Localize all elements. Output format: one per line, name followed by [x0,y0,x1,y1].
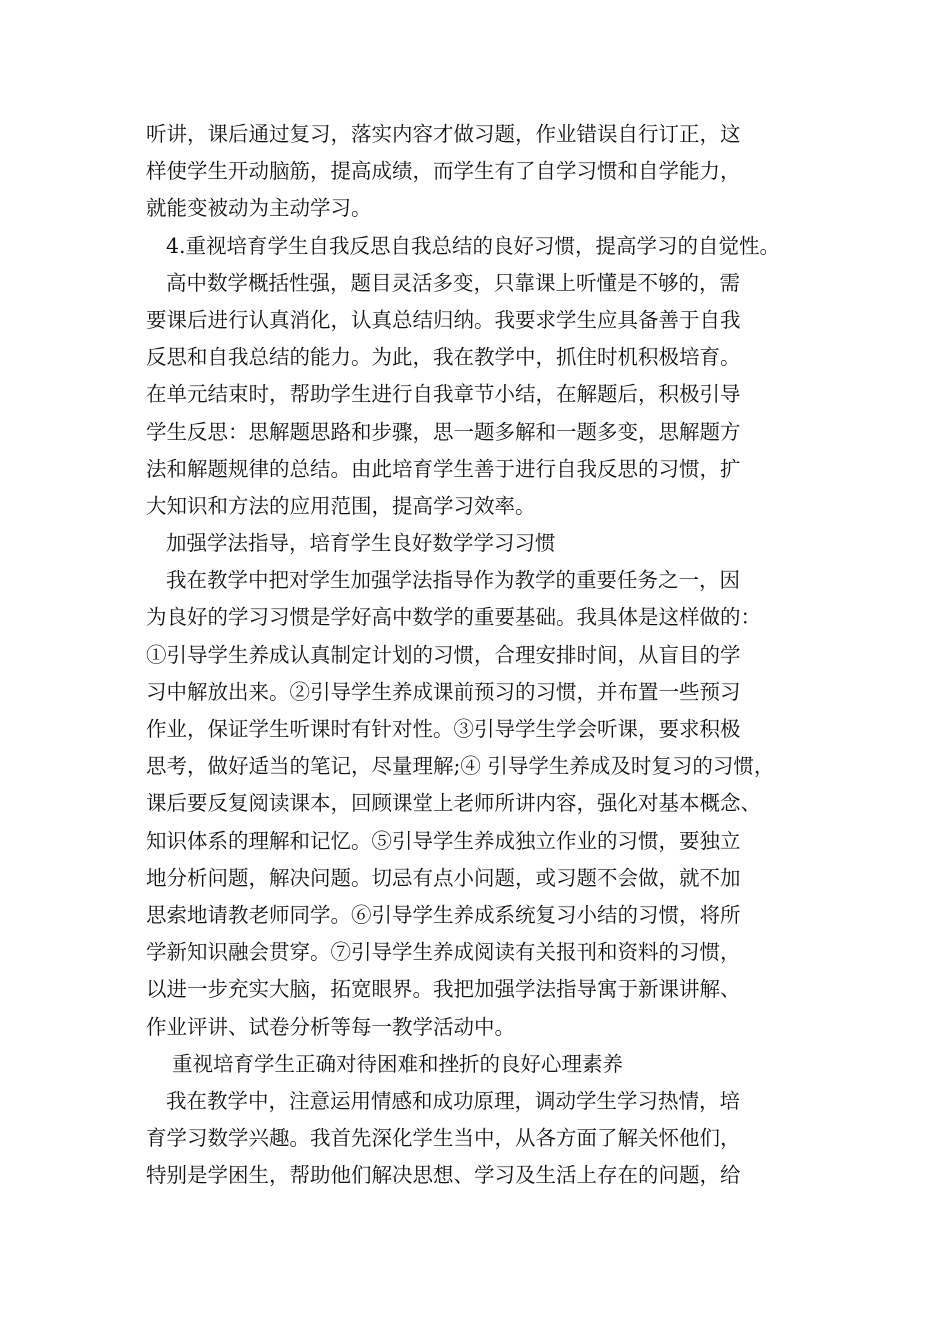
text-line: 学新知识融会贯穿。⑦引导学生养成阅读有关报刊和资料的习惯， [146,940,741,965]
text-line: 要课后进行认真消化，认真总结归纳。我要求学生应具备善于自我 [146,307,741,332]
text-line: 知识体系的理解和记忆。⑤引导学生养成独立作业的习惯，要独立 [146,828,741,853]
text-line: 作业，保证学生听课时有针对性。③引导学生学会听课，要求积极 [146,717,741,741]
text-line: 我在教学中把对学生加强学法指导作为教学的重要任务之一，因 [166,568,740,593]
text-line: 反思和自我总结的能力。为此，我在教学中，抓住时机积极培育。 [146,345,741,370]
text-line: 课后要反复阅读课本，回顾课堂上老师所讲内容，强化对基本概念、 [146,791,761,816]
text-line: 作业评讲、试卷分析等每一教学活动中。 [146,1014,515,1039]
text-line: 高中数学概括性强，题目灵活多变，只靠课上听懂是不够的，需 [166,270,740,295]
text-line: 学生反思：思解题思路和步骤，思一题多解和一题多变，思解题方 [146,419,741,444]
text-line: 思考，做好适当的笔记，尽量理解;④ 引导学生养成及时复习的习惯， [146,754,775,779]
text-line: 听讲，课后通过复习，落实内容才做习题，作业错误自行订正，这 [146,122,741,146]
body-text [146,116,826,1194]
text-line: 样使学生开动脑筋，提高成绩，而学生有了自学习惯和自学能力， [146,159,741,184]
section-heading: 加强学法指导，培育学生良好数学学习习惯 [166,531,556,556]
section-heading: 4.重视培育学生自我反思自我总结的良好习惯，提高学习的自觉性。 [166,233,781,258]
text-line: 地分析问题，解决问题。切忌有点小问题，或习题不会做，就不加 [146,865,741,890]
text-line: 我在教学中，注意运用情感和成功原理，调动学生学习热情，培 [166,1088,740,1113]
text-line: ①引导学生养成认真制定计划的习惯，合理安排时间，从盲目的学 [146,642,741,667]
text-line: 在单元结束时，帮助学生进行自我章节小结，在解题后，积极引导 [146,382,741,407]
text-line: 以进一步充实大脑，拓宽眼界。我把加强学法指导寓于新课讲解、 [146,977,741,1002]
text-line: 习中解放出来。②引导学生养成课前预习的习惯，并布置一些预习 [146,679,741,704]
text-line: 思索地请教老师同学。⑥引导学生养成系统复习小结的习惯，将所 [146,902,741,927]
text-line: 大知识和方法的应用范围，提高学习效率。 [146,493,536,518]
text-line: 法和解题规律的总结。由此培育学生善于进行自我反思的习惯，扩 [146,456,741,481]
text-line: 为良好的学习习惯是学好高中数学的重要基础。我具体是这样做的： [146,605,761,630]
section-heading: 重视培育学生正确对待困难和挫折的良好心理素养 [172,1051,623,1076]
text-line: 就能变被动为主动学习。 [146,196,372,221]
text-line: 育学习数学兴趣。我首先深化学生当中，从各方面了解关怀他们， [146,1126,741,1151]
text-line: 特别是学困生，帮助他们解决思想、学习及生活上存在的问题，给 [146,1163,741,1188]
